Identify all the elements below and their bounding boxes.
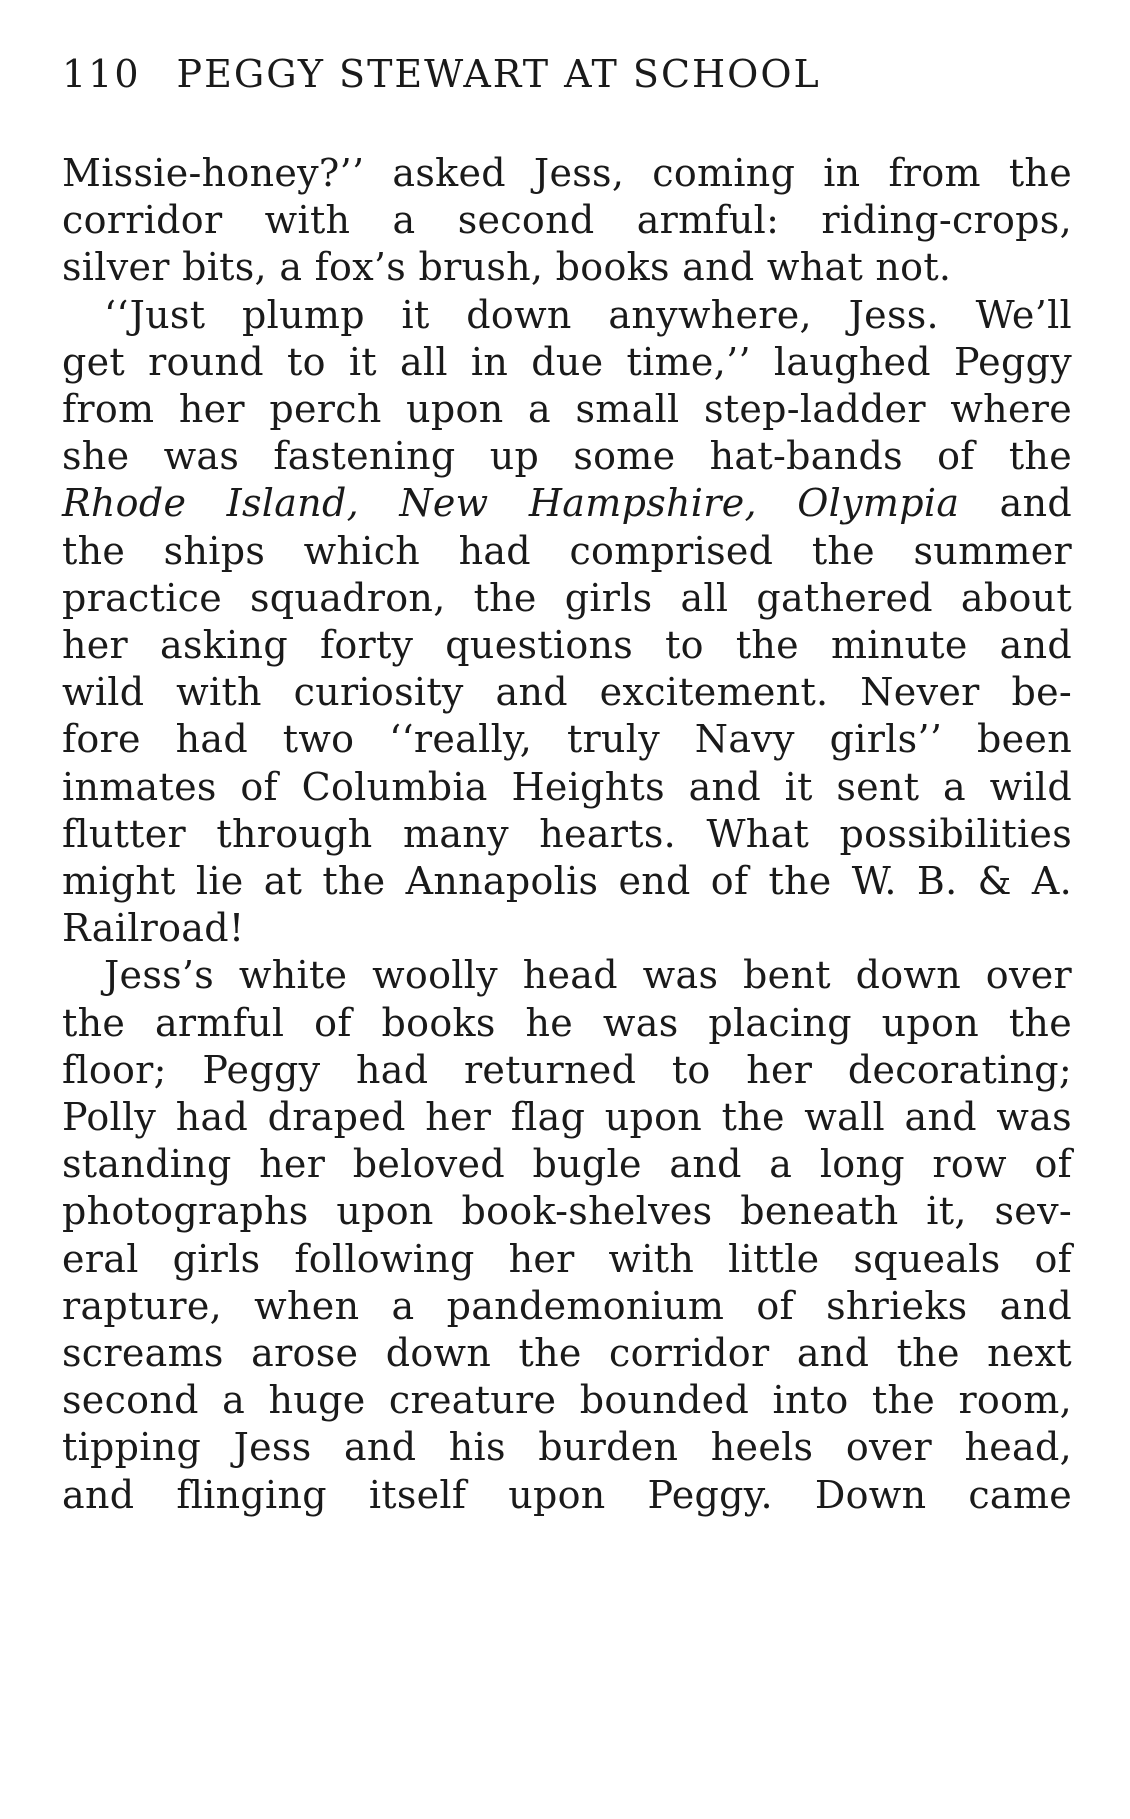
- text-line-content: Railroad!: [62, 906, 245, 951]
- text-line-content: photographs upon book-shelves beneath it, sev-: [62, 1189, 1072, 1234]
- text-line-content: eral girls following her with little squeals of: [62, 1236, 1072, 1281]
- text-line-content: practice squadron, the girls all gathered about: [62, 575, 1072, 620]
- text-line-content: silver bits, a fox’s brush, books and what not.: [62, 245, 952, 290]
- text-line-content: corridor with a second armful: riding-crops,: [62, 198, 1072, 243]
- text-line-content: flutter through many hearts. What possibilities: [62, 811, 1072, 856]
- text-line-content: might lie at the Annapolis end of the W. B. & A.: [62, 859, 1072, 903]
- text-line-content: Jess’s white woolly head was bent down over: [104, 953, 1072, 998]
- running-head: [62, 48, 1062, 100]
- text-line-content: she was fastening up some hat-bands of the: [62, 434, 1072, 479]
- text-line-content: fore had two ‘‘really, truly Navy girls’’ been: [62, 717, 1072, 762]
- text-line-content: wild with curiosity and excitement. Never be-: [62, 670, 1072, 715]
- text-line-content: ‘‘Just plump it down anywhere, Jess. We’ll: [104, 292, 1072, 337]
- text-line-content: the armful of books he was placing upon the: [62, 1000, 1072, 1045]
- text-line-content: second a huge creature bounded into the room,: [62, 1378, 1072, 1423]
- text-line-content: from her perch upon a small step-ladder where: [62, 387, 1072, 431]
- text-line-content: tipping Jess and his burden heels over head,: [62, 1425, 1072, 1470]
- text-line-content: and flinging itself upon Peggy. Down came: [62, 1472, 1072, 1517]
- text-line-content: floor; Peggy had returned to her decorating;: [62, 1047, 1072, 1092]
- running-title: PEGGY STEWART AT SCHOOL: [176, 52, 821, 96]
- text-line-content: Missie-honey?’’ asked Jess, coming in from the: [62, 151, 1072, 195]
- text-line-content: standing her beloved bugle and a long row of: [62, 1142, 1072, 1187]
- text-line: [0, 1468, 1130, 1523]
- text-line-content: her asking forty questions to the minute and: [62, 623, 1072, 667]
- text-line-content: rapture, when a pandemonium of shrieks and: [62, 1283, 1072, 1328]
- text-line-content: inmates of Columbia Heights and it sent a wild: [62, 764, 1072, 809]
- page-number: 110: [62, 52, 141, 96]
- text-line-content: the ships which had comprised the summer: [62, 528, 1072, 573]
- text-line-content: Rhode Island, New Hampshire, Olympia and: [62, 481, 1073, 526]
- ship-names-italic: Rhode Island, New Hampshire, Olympia: [62, 481, 960, 526]
- text-line-content: Polly had draped her flag upon the wall and was: [62, 1095, 1072, 1139]
- text-line-content: get round to it all in due time,’’ laughed Peggy: [62, 339, 1072, 384]
- text-line-content: screams arose down the corridor and the next: [62, 1331, 1072, 1375]
